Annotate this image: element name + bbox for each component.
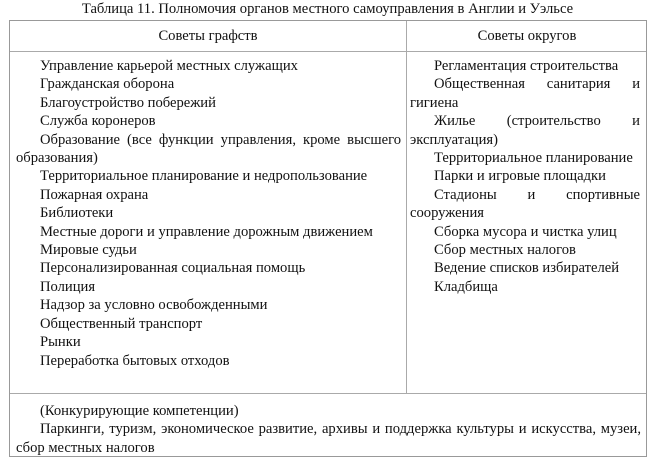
list-item: Регламентация строительства xyxy=(434,58,619,74)
list-item: Образование (все функции управления, кроме высшего образования) xyxy=(16,131,401,167)
list-item: Гражданская оборона xyxy=(40,76,175,93)
list-item: Переработка бытовых отходов xyxy=(40,352,230,369)
column-separator xyxy=(406,21,407,393)
list-item: Ведение списков избирателей xyxy=(434,260,620,277)
list-item: Сборка мусора и чистка улиц xyxy=(434,223,617,240)
list-item: Персонализированная социальная помощь xyxy=(40,260,306,277)
list-item: Территориальное планирование и недропользование xyxy=(40,168,368,185)
list-item: Стадионы и спортивные сооружения xyxy=(410,186,640,222)
competences-table xyxy=(9,20,647,457)
table-caption: Таблица 11. Полномочия органов местного самоуправления в Англии и Уэльсе xyxy=(81,1,574,17)
list-item: Общественный транспорт xyxy=(40,315,203,332)
list-item: Жилье (строительство и эксплуатация) xyxy=(410,113,640,148)
list-item: Пожарная охрана xyxy=(40,186,149,203)
list-item: Кладбища xyxy=(434,278,498,295)
list-item: Рынки xyxy=(40,334,81,351)
header-separator xyxy=(10,51,646,52)
counties-list xyxy=(16,57,401,370)
list-item: Благоустройство побережий xyxy=(40,94,216,111)
list-item: Территориальное планирование xyxy=(434,150,633,167)
list-item: Управление карьерой местных служащих xyxy=(40,58,298,74)
list-item: Парки и игровые площадки xyxy=(434,168,606,185)
districts-list xyxy=(410,57,640,296)
shared-section-separator xyxy=(10,393,646,394)
shared-competences xyxy=(16,402,641,457)
list-item: Библиотеки xyxy=(40,205,114,222)
list-item: Служба коронеров xyxy=(40,113,156,130)
list-item: Общественная санитария и гигиена xyxy=(410,76,640,111)
list-item: Мировые судьи xyxy=(40,242,137,259)
list-item: Полиция xyxy=(40,278,96,295)
shared-text: Паркинги, туризм, экономическое развитие, архивы и поддержка культуры и искусства, музеи, сбор местных налогов xyxy=(16,421,641,456)
shared-title: (Конкурирующие компетенции) xyxy=(40,403,239,419)
header-districts: Советы округов xyxy=(477,28,577,44)
header-counties: Советы графств xyxy=(158,28,258,44)
list-item: Сбор местных налогов xyxy=(434,242,576,259)
list-item: Местные дороги и управление дорожным движением xyxy=(40,223,373,240)
list-item: Надзор за условно освобожденными xyxy=(40,297,268,314)
